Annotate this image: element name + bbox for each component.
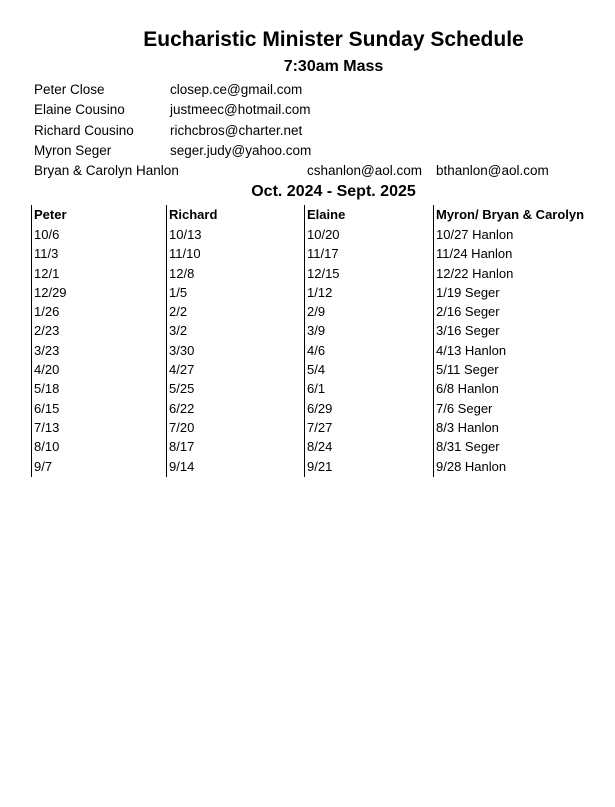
column-header: Richard	[169, 207, 218, 222]
schedule-date: 7/6 Seger	[436, 400, 493, 416]
contact-name: Myron Seger	[34, 143, 112, 158]
schedule-date: 2/9	[307, 304, 326, 320]
contact-name: Elaine Cousino	[34, 102, 125, 117]
schedule-date: 12/15	[307, 265, 340, 281]
schedule-date: 5/18	[34, 381, 60, 397]
schedule-date: 2/2	[169, 304, 188, 320]
schedule-date: 3/16 Seger	[436, 323, 500, 339]
schedule-date: 5/4	[307, 362, 326, 378]
contact-email: justmeec@hotmail.com	[170, 102, 311, 117]
schedule-date: 7/27	[307, 419, 333, 435]
contact-email: cshanlon@aol.com	[307, 163, 423, 178]
schedule-date: 10/27 Hanlon	[436, 227, 514, 242]
schedule-date: 8/31 Seger	[436, 439, 500, 455]
schedule-date: 6/1	[307, 381, 326, 397]
schedule-date: 9/21	[307, 458, 333, 474]
schedule-date: 5/25	[169, 381, 195, 397]
contact-email: seger.judy@yahoo.com	[170, 143, 312, 158]
schedule-date: 4/27	[169, 362, 195, 378]
contact-email: closep.ce@gmail.com	[170, 82, 303, 97]
column-header: Peter	[34, 207, 67, 222]
contact-email: richcbros@charter.net	[170, 123, 303, 138]
schedule-column-elaine	[304, 205, 433, 477]
schedule-date: 12/8	[169, 265, 195, 281]
schedule-date: 12/22 Hanlon	[436, 265, 514, 281]
schedule-column-myron-bryan-carolyn	[433, 205, 609, 477]
schedule-date: 10/6	[34, 227, 60, 242]
schedule-date: 7/20	[169, 419, 195, 435]
contact-name: Bryan & Carolyn Hanlon	[34, 163, 179, 178]
schedule-date: 4/13 Hanlon	[436, 342, 507, 358]
schedule-date: 3/9	[307, 323, 326, 339]
schedule-date: 1/5	[169, 284, 188, 300]
schedule-column-peter	[31, 205, 166, 477]
schedule-date: 6/22	[169, 400, 195, 416]
schedule-date: 9/14	[169, 458, 195, 474]
schedule-date: 7/13	[34, 419, 60, 435]
schedule-date: 9/28 Hanlon	[436, 458, 507, 474]
schedule-date: 8/10	[34, 439, 60, 455]
column-header: Elaine	[307, 207, 346, 222]
schedule-date: 9/7	[34, 458, 53, 474]
schedule-date: 1/12	[307, 284, 333, 300]
schedule-column-richard	[166, 205, 304, 477]
contact-name: Peter Close	[34, 82, 105, 97]
contact-email: bthanlon@aol.com	[436, 163, 549, 178]
schedule-date: 3/30	[169, 342, 195, 358]
schedule-date: 8/3 Hanlon	[436, 419, 499, 435]
schedule-date: 6/8 Hanlon	[436, 381, 499, 397]
schedule-date: 11/10	[169, 246, 201, 262]
schedule-date: 12/29	[34, 284, 67, 300]
schedule-date: 8/17	[169, 439, 195, 455]
period-title: Oct. 2024 - Sept. 2025	[251, 183, 416, 200]
schedule-date: 6/15	[34, 400, 60, 416]
schedule-date: 4/20	[34, 362, 60, 378]
schedule-date: 10/13	[169, 227, 202, 242]
schedule-date: 2/16 Seger	[436, 304, 500, 320]
schedule-date: 4/6	[307, 342, 326, 358]
schedule-date: 6/29	[307, 400, 333, 416]
schedule-date: 1/26	[34, 304, 60, 320]
schedule-date: 11/17	[307, 246, 339, 262]
page-title: Eucharistic Minister Sunday Schedule	[143, 28, 524, 51]
schedule-date: 3/23	[34, 342, 60, 358]
schedule-date: 2/23	[34, 323, 60, 339]
schedule-date: 8/24	[307, 439, 333, 455]
schedule-date: 12/1	[34, 265, 60, 281]
column-header: Myron/ Bryan & Carolyn	[436, 207, 585, 222]
schedule-date: 5/11 Seger	[436, 362, 499, 378]
schedule-date: 11/3	[34, 246, 59, 262]
schedule-date: 10/20	[307, 227, 340, 242]
page-subtitle: 7:30am Mass	[283, 58, 384, 75]
schedule-date: 11/24 Hanlon	[436, 246, 513, 262]
schedule-date: 1/19 Seger	[436, 284, 500, 300]
contact-name: Richard Cousino	[34, 123, 134, 138]
schedule-date: 3/2	[169, 323, 188, 339]
